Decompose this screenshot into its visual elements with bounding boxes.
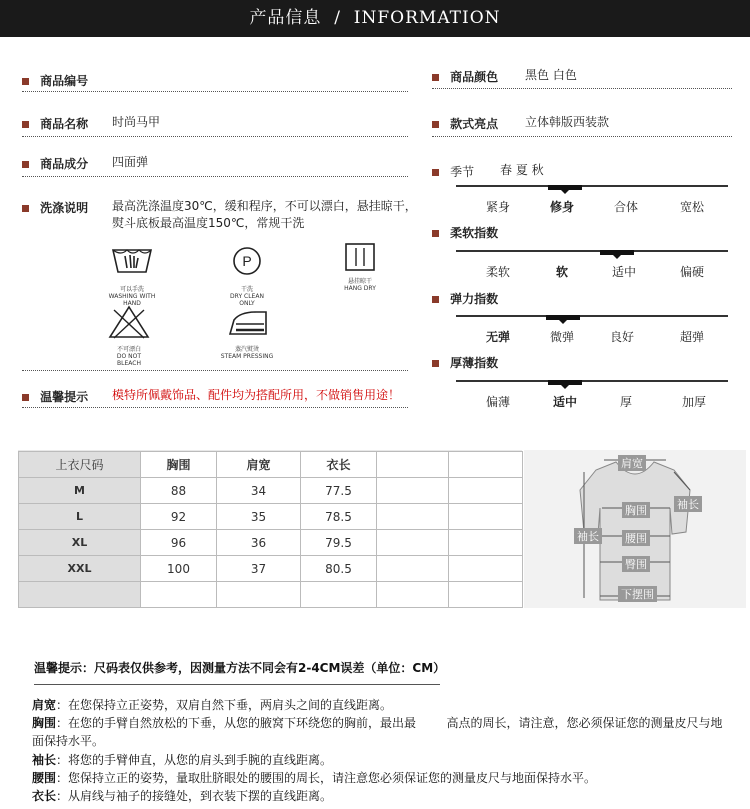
icon-caption-cn: 可以手洗: [119, 286, 144, 293]
size-table: [18, 451, 523, 608]
wash-label: 洗涤说明: [40, 201, 89, 215]
softness-scale-line: [456, 250, 728, 252]
diagram-label: 胸围: [622, 502, 650, 518]
note-shoulder: 肩宽：在您保持立正姿势，双肩自然下垂，两肩头之间的直线距离。: [32, 698, 393, 712]
thickness-scale-marker: [548, 380, 582, 385]
color-value: 黑色 白色: [525, 68, 577, 82]
icon-caption-cn: 干洗: [240, 286, 253, 293]
season-value: 春 夏 秋: [500, 163, 544, 177]
wash-row: [22, 197, 88, 216]
steam-iron-icon: [220, 304, 274, 360]
bullet-icon: [22, 161, 29, 168]
name-label: 商品名称: [40, 117, 89, 131]
scale-option-selected: 微弹: [549, 330, 574, 344]
feature-row: [432, 113, 498, 132]
scale-option: 超弹: [679, 330, 704, 344]
divider: [22, 370, 408, 371]
tip-label: 温馨提示: [40, 390, 89, 404]
size-diagram: [524, 450, 746, 608]
color-label: 商品颜色: [450, 70, 499, 84]
wash-text-1: 最高洗涤温度30℃，缓和程序，不可以漂白，悬挂晾干，: [112, 199, 417, 213]
thickness-scale-line: [456, 380, 728, 382]
softness-row: [432, 222, 498, 241]
divider: [34, 684, 440, 685]
elasticity-scale-marker: [546, 315, 580, 320]
season-label: 季节: [450, 165, 475, 179]
table-row: M 88 34 77.5: [19, 478, 523, 504]
scale-option: 偏薄: [485, 395, 510, 409]
header-title-en: INFORMATION: [353, 8, 501, 28]
scale-option: 加厚: [681, 395, 706, 409]
header-title-cn: 产品信息: [249, 8, 322, 28]
scale-option: 软: [555, 265, 568, 279]
table-header-row: [19, 452, 523, 478]
bullet-icon: [22, 121, 29, 128]
table-header: 上衣尺码: [19, 452, 141, 478]
icon-caption-cn: 悬挂晾干: [347, 278, 372, 285]
elasticity-scale-line: [456, 315, 728, 317]
scale-option: 紧身: [485, 200, 510, 214]
tip-row: [22, 386, 88, 405]
hang-dry-icon: [340, 242, 380, 292]
divider: [22, 407, 408, 408]
hand-wash-icon: [103, 242, 161, 307]
table-row: XXL 100 37 80.5: [19, 556, 523, 582]
dress-diagram-icon: [524, 450, 746, 608]
code-label: 商品编号: [40, 74, 89, 88]
icon-caption-en: DO NOT BLEACH: [116, 353, 142, 367]
name-row: [22, 113, 88, 132]
bullet-icon: [22, 394, 29, 401]
fit-scale-line: [456, 185, 728, 187]
icon-caption-cn: 蒸汽熨烫: [234, 346, 259, 353]
table-header: 肩宽: [217, 452, 301, 478]
bullet-icon: [22, 205, 29, 212]
color-row: [432, 66, 498, 85]
diagram-label: 臀围: [622, 556, 650, 572]
scale-option-selected: 修身: [549, 200, 574, 214]
fit-scale-marker: [548, 185, 582, 190]
scale-option-selected: 适中: [552, 395, 577, 409]
thickness-row: [432, 352, 498, 371]
bullet-icon: [432, 121, 439, 128]
scale-option: 良好: [609, 330, 634, 344]
scale-option: 无弹: [485, 330, 510, 344]
diagram-label: 肩宽: [618, 455, 646, 471]
season-row: [432, 161, 474, 180]
diagram-label: 袖长: [574, 528, 602, 544]
diagram-label: 袖长: [674, 496, 702, 512]
bullet-icon: [432, 74, 439, 81]
code-row: [22, 70, 88, 89]
elasticity-label: 弹力指数: [450, 292, 499, 306]
elasticity-row: [432, 288, 498, 307]
bullet-icon: [432, 230, 439, 237]
diagram-label: 下摆围: [618, 586, 657, 602]
icon-caption-en: HANG DRY: [344, 285, 376, 292]
icon-caption-en: STEAM PRESSING: [220, 353, 274, 360]
bullet-icon: [432, 296, 439, 303]
divider: [432, 88, 732, 89]
note-waist: 腰围：您保持立正的姿势，量取肚脐眼处的腰围的周长，请注意您必须保证您的测量皮尺与地面保持水平。: [32, 771, 597, 785]
icon-caption-en: WASHING WITH HAND: [108, 293, 156, 307]
note-sleeve: 袖长：将您的手臂伸直，从您的肩头到手腕的直线距离。: [32, 753, 333, 767]
table-header: 衣长: [301, 452, 377, 478]
material-label: 商品成分: [40, 157, 89, 171]
softness-label: 柔软指数: [450, 226, 499, 240]
table-row: XL 96 36 79.5: [19, 530, 523, 556]
name-value: 时尚马甲: [112, 115, 161, 129]
tip-text: 模特所佩戴饰品、配件均为搭配所用，不做销售用途！: [112, 388, 401, 402]
no-bleach-icon: [105, 304, 153, 367]
material-row: [22, 153, 88, 172]
wash-text-2: 熨斗底板最高温度150℃，常规干洗: [112, 216, 305, 230]
diagram-label: 腰围: [622, 530, 650, 546]
icon-caption-en: DRY CLEAN ONLY: [230, 293, 264, 307]
table-row: L 92 35 78.5: [19, 504, 523, 530]
note-length: 衣长：从肩线与袖子的接缝处，到衣装下摆的直线距离。: [32, 789, 333, 803]
thickness-label: 厚薄指数: [450, 356, 499, 370]
note-chest: 胸围：在您的手臂自然放松的下垂，从您的腋窝下环绕您的胸前，最出最 高点的周长，请注意，您必须保证您的测量皮尺与地面保持水平。: [32, 716, 723, 748]
divider: [22, 176, 408, 177]
scale-option: 厚: [619, 395, 632, 409]
bullet-icon: [432, 360, 439, 367]
scale-option: 柔软: [485, 265, 510, 279]
table-row: [19, 582, 523, 608]
table-header: 胸围: [141, 452, 217, 478]
divider: [432, 136, 732, 137]
bullet-icon: [22, 78, 29, 85]
feature-value: 立体韩版西装款: [525, 115, 610, 129]
divider: [22, 136, 408, 137]
section-header: [0, 0, 750, 37]
softness-scale-marker: [600, 250, 634, 255]
size-note: 温馨提示：尺码表仅供参考，因测量方法不同会有2-4CM误差（单位：CM）: [34, 661, 446, 675]
svg-text:P: P: [242, 253, 252, 269]
scale-option-selected: 适中: [611, 265, 636, 279]
material-value: 四面弹: [112, 155, 149, 169]
divider: [22, 91, 408, 92]
bullet-icon: [432, 169, 439, 176]
scale-option: 偏硬: [679, 265, 704, 279]
header-separator: /: [334, 8, 341, 28]
dry-clean-icon: [222, 242, 272, 307]
feature-label: 款式亮点: [450, 117, 499, 131]
scale-option: 宽松: [679, 200, 704, 214]
icon-caption-cn: 不可漂白: [116, 346, 141, 353]
scale-option: 合体: [613, 200, 638, 214]
